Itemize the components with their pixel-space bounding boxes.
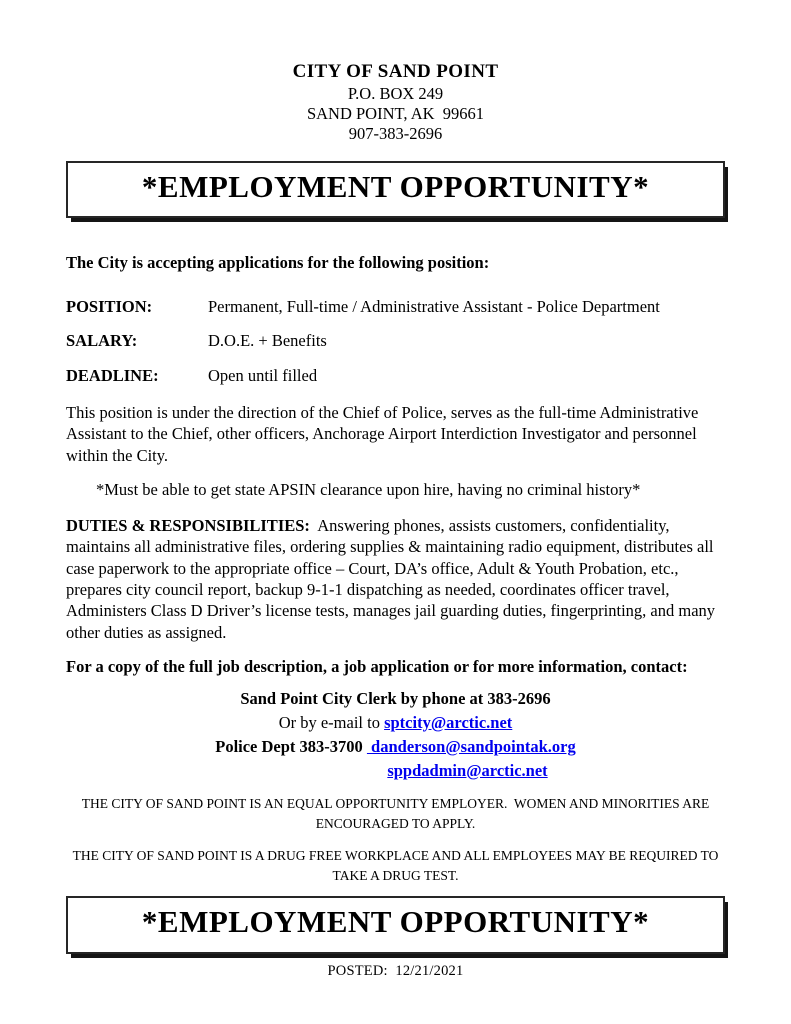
- duties-paragraph: [66, 515, 725, 644]
- drug-free-statement: THE CITY OF SAND POINT IS A DRUG FREE WORKPLACE AND ALL EMPLOYEES MAY BE REQUIRED TO TAKE A DRUG TEST.: [72, 848, 719, 884]
- apsin-clearance-note: *Must be able to get state APSIN clearance upon hire, having no criminal history*: [96, 480, 641, 500]
- field-row-position: [66, 296, 725, 317]
- deadline-value: Open until filled: [208, 365, 318, 385]
- letterhead: [66, 60, 725, 145]
- position-value: Permanent, Full-time / Administrative Assistant - Police Department: [208, 296, 660, 316]
- sppdadmin-email-link[interactable]: sppdadmin@arctic.net: [387, 760, 548, 780]
- contact-intro: For a copy of the full job description, a job application or for more information, contact:: [66, 657, 688, 677]
- employment-banner-top: [66, 161, 725, 218]
- position-description: This position is under the direction of the Chief of Police, serves as the full-time Administrative Assistant to the Chief, other officers, Anchorage Airport Interdiction Investigator and personnel within the City.: [66, 402, 699, 465]
- police-dept-label: Police Dept 383-3700: [215, 736, 363, 756]
- deadline-label: DEADLINE:: [66, 365, 159, 385]
- email-line-sppdadmin: [66, 759, 725, 783]
- salary-label: SALARY:: [66, 331, 138, 351]
- contact-block: [66, 687, 725, 783]
- city-state-zip-line: SAND POINT, AK 99661: [306, 104, 485, 123]
- field-row-salary: [66, 330, 725, 351]
- email-prefix: Or by e-mail to: [278, 712, 385, 732]
- position-label: POSITION:: [66, 296, 153, 316]
- salary-value: D.O.E. + Benefits: [208, 331, 327, 351]
- employment-banner-bottom-title: *EMPLOYMENT OPPORTUNITY*: [141, 904, 650, 940]
- clerk-phone-line: Sand Point City Clerk by phone at 383-2696: [240, 688, 551, 708]
- danderson-email-link[interactable]: danderson@sandpointak.org: [366, 736, 576, 756]
- email-line-sptcity: [66, 711, 725, 735]
- intro-line: The City is accepting applications for the following position:: [66, 253, 490, 273]
- duties-label: DUTIES & RESPONSIBILITIES:: [66, 515, 310, 535]
- posted-date-line: POSTED: 12/21/2021: [327, 962, 464, 979]
- eeo-statement: THE CITY OF SAND POINT IS AN EQUAL OPPORTUNITY EMPLOYER. WOMEN AND MINORITIES ARE ENCOURAGED TO APPLY.: [81, 796, 710, 832]
- employment-banner-bottom: [66, 896, 725, 953]
- email-line-police-dept: [66, 735, 725, 759]
- po-box-line: P.O. BOX 249: [347, 83, 444, 103]
- duties-text: Answering phones, assists customers, confidentiality, maintains all administrative files, ordering supplies & maintaining radio equipment, distributes all case paperwork to the appropriate office – Court, DA’s office, Adult & Youth Probation, etc., prepares city council report, backup 9-1-1 dispatching as needed, coordinates officer travel, Administers Class D Driver’s license tests, manages jail guarding duties, fingerprinting, and many other duties as assigned.: [66, 515, 716, 642]
- phone-line: 907-383-2696: [348, 124, 443, 144]
- org-name: CITY OF SAND POINT: [292, 61, 499, 82]
- sptcity-email-link[interactable]: sptcity@arctic.net: [384, 712, 513, 732]
- employment-banner-top-title: *EMPLOYMENT OPPORTUNITY*: [141, 168, 650, 204]
- field-row-deadline: [66, 365, 725, 386]
